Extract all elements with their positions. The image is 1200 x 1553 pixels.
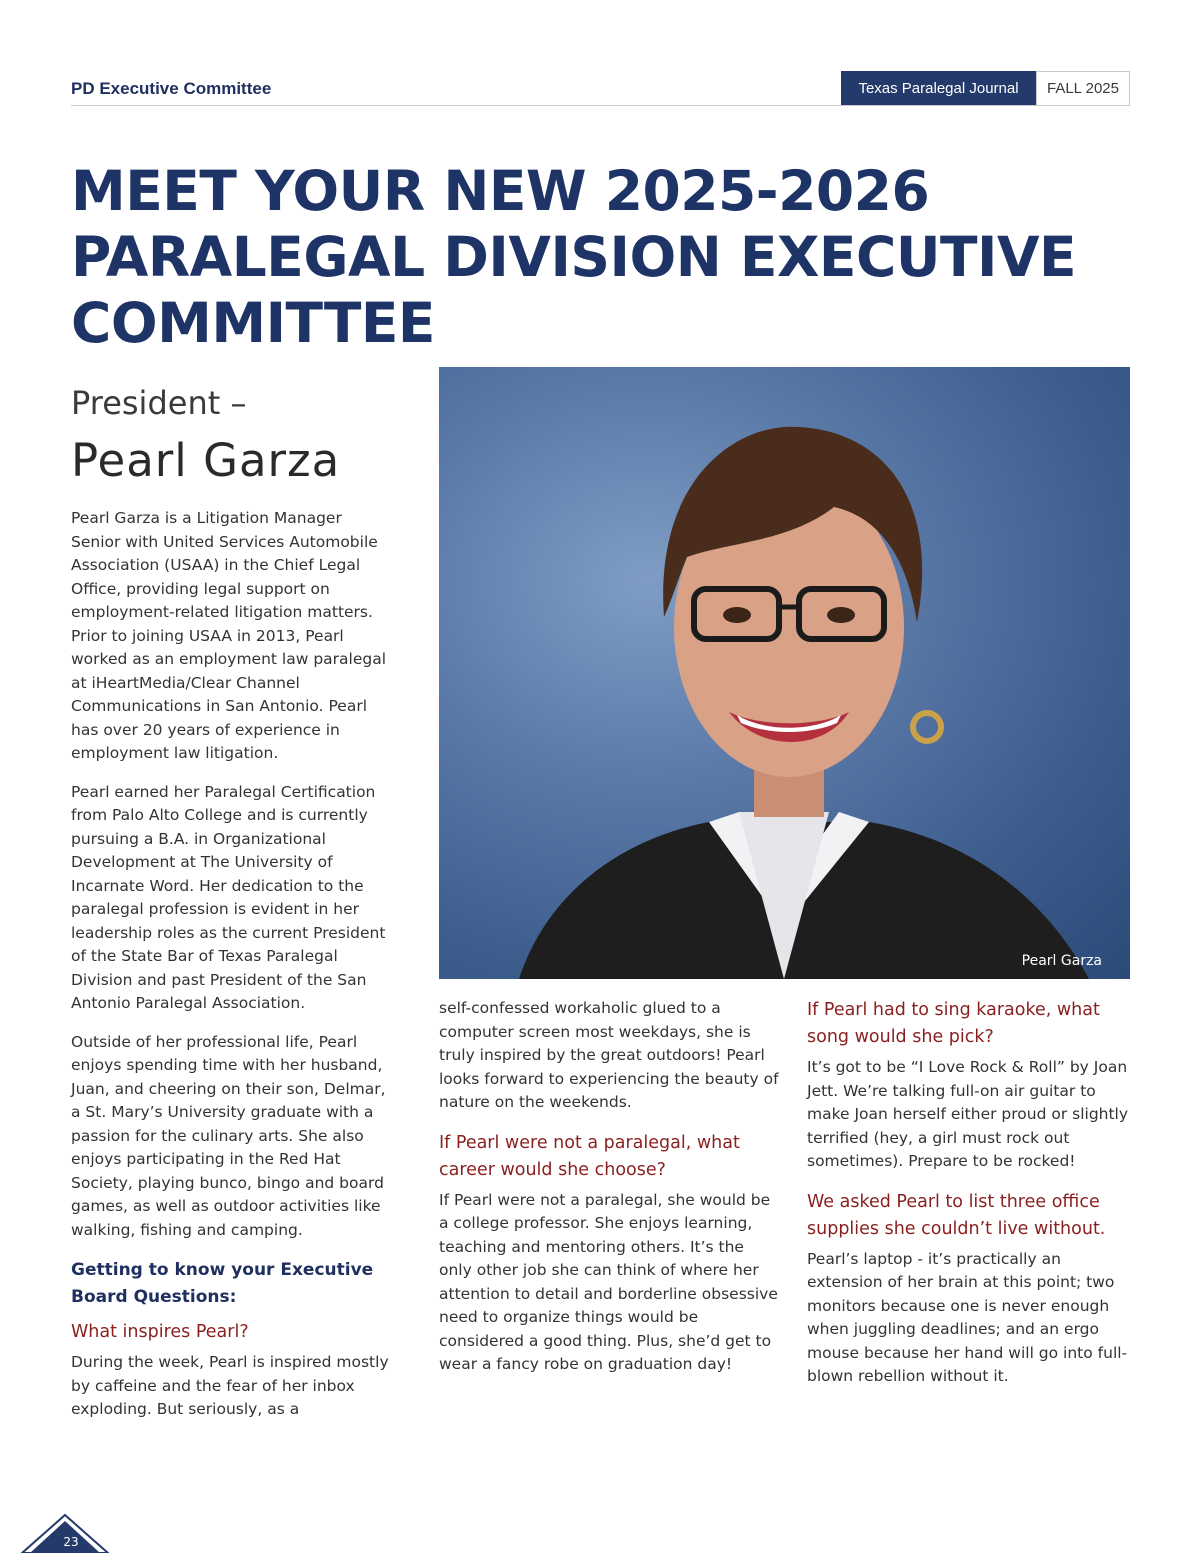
- answer-career: If Pearl were not a paralegal, she would be a college professor. She enjoys learning, teaching and mentoring others. It’s the only other job she can think of where her attention to detail and borderline obsessive need to organize things would be considered a good thing. Plus, she’d get to wear a fancy robe on graduation day!: [439, 1190, 778, 1373]
- portrait-photo: [439, 367, 1130, 979]
- right-column: [807, 997, 1137, 1404]
- journal-name-badge: Texas Paralegal Journal: [841, 71, 1036, 106]
- answer-office-supplies: Pearl’s laptop - it’s practically an extension of her brain at this point; two monitors because one is never enough when juggling deadlines; and an ergo mouse because her hand will go into full-blown rebellion without it.: [807, 1249, 1128, 1385]
- bio-column: [71, 507, 391, 1437]
- section-label: PD Executive Committee: [71, 79, 272, 98]
- question-inspiration: What inspires Pearl?: [71, 1322, 249, 1342]
- middle-column: [439, 997, 779, 1392]
- photo-caption: Pearl Garza: [1021, 953, 1102, 969]
- officer-name: Pearl Garza: [71, 434, 341, 487]
- article-title: MEET YOUR NEW 2025-2026 PARALEGAL DIVISION EXECUTIVE COMMITTEE: [71, 159, 1077, 355]
- bio-paragraph: Outside of her professional life, Pearl enjoys spending time with her husband, Juan, and cheering on their son, Delmar, a St. Mary’s University graduate with a passion for the culinary arts. She also enjoys participating in the Red Hat Society, playing bunco, bingo and board games, as well as outdoor activities like walking, fishing and camping.: [71, 1032, 386, 1239]
- question-karaoke: If Pearl had to sing karaoke, what song would she pick?: [807, 1000, 1100, 1047]
- officer-role: President –: [71, 384, 247, 422]
- header-divider: [71, 105, 1130, 106]
- question-office-supplies: We asked Pearl to list three office supplies she couldn’t live without.: [807, 1191, 1106, 1239]
- answer-inspiration-part1: During the week, Pearl is inspired mostly by caffeine and the fear of her inbox exploding. But seriously, as a: [71, 1353, 389, 1418]
- board-questions-heading: Getting to know your Executive Board Questions:: [71, 1260, 374, 1307]
- portrait-illustration: [439, 367, 1130, 979]
- bio-paragraph: Pearl earned her Paralegal Certification from Palo Alto College and is currently pursuing a B.A. in Organizational Development at The University of Incarnate Word. Her dedication to the paralegal profession is evident in her leadership roles as the current President of the State Bar of Texas Paralegal Division and past President of the San Antonio Paralegal Association.: [71, 782, 386, 1012]
- question-career: If Pearl were not a paralegal, what career would she choose?: [439, 1132, 740, 1180]
- answer-karaoke: It’s got to be “I Love Rock & Roll” by Joan Jett. We’re talking full-on air guitar to make Joan herself either proud or slightly terrified (hey, a girl must rock out sometimes). Prepare to be rocked!: [807, 1058, 1129, 1170]
- issue-badge: FALL 2025: [1036, 71, 1130, 106]
- answer-inspiration-part2: self-confessed workaholic glued to a computer screen most weekdays, she is truly inspired by the great outdoors! Pearl looks forward to experiencing the beauty of nature on the weekends.: [439, 999, 779, 1111]
- bio-paragraph: Pearl Garza is a Litigation Manager Senior with United Services Automobile Association (USAA) in the Chief Legal Office, providing legal support on employment-related litigation matters. Prior to joining USAA in 2013, Pearl worked as an employment law paralegal at iHeartMedia/Clear Channel Communications in San Antonio. Pearl has over 20 years of experience in employment law litigation.: [71, 509, 387, 762]
- page-number: 23: [63, 1535, 79, 1549]
